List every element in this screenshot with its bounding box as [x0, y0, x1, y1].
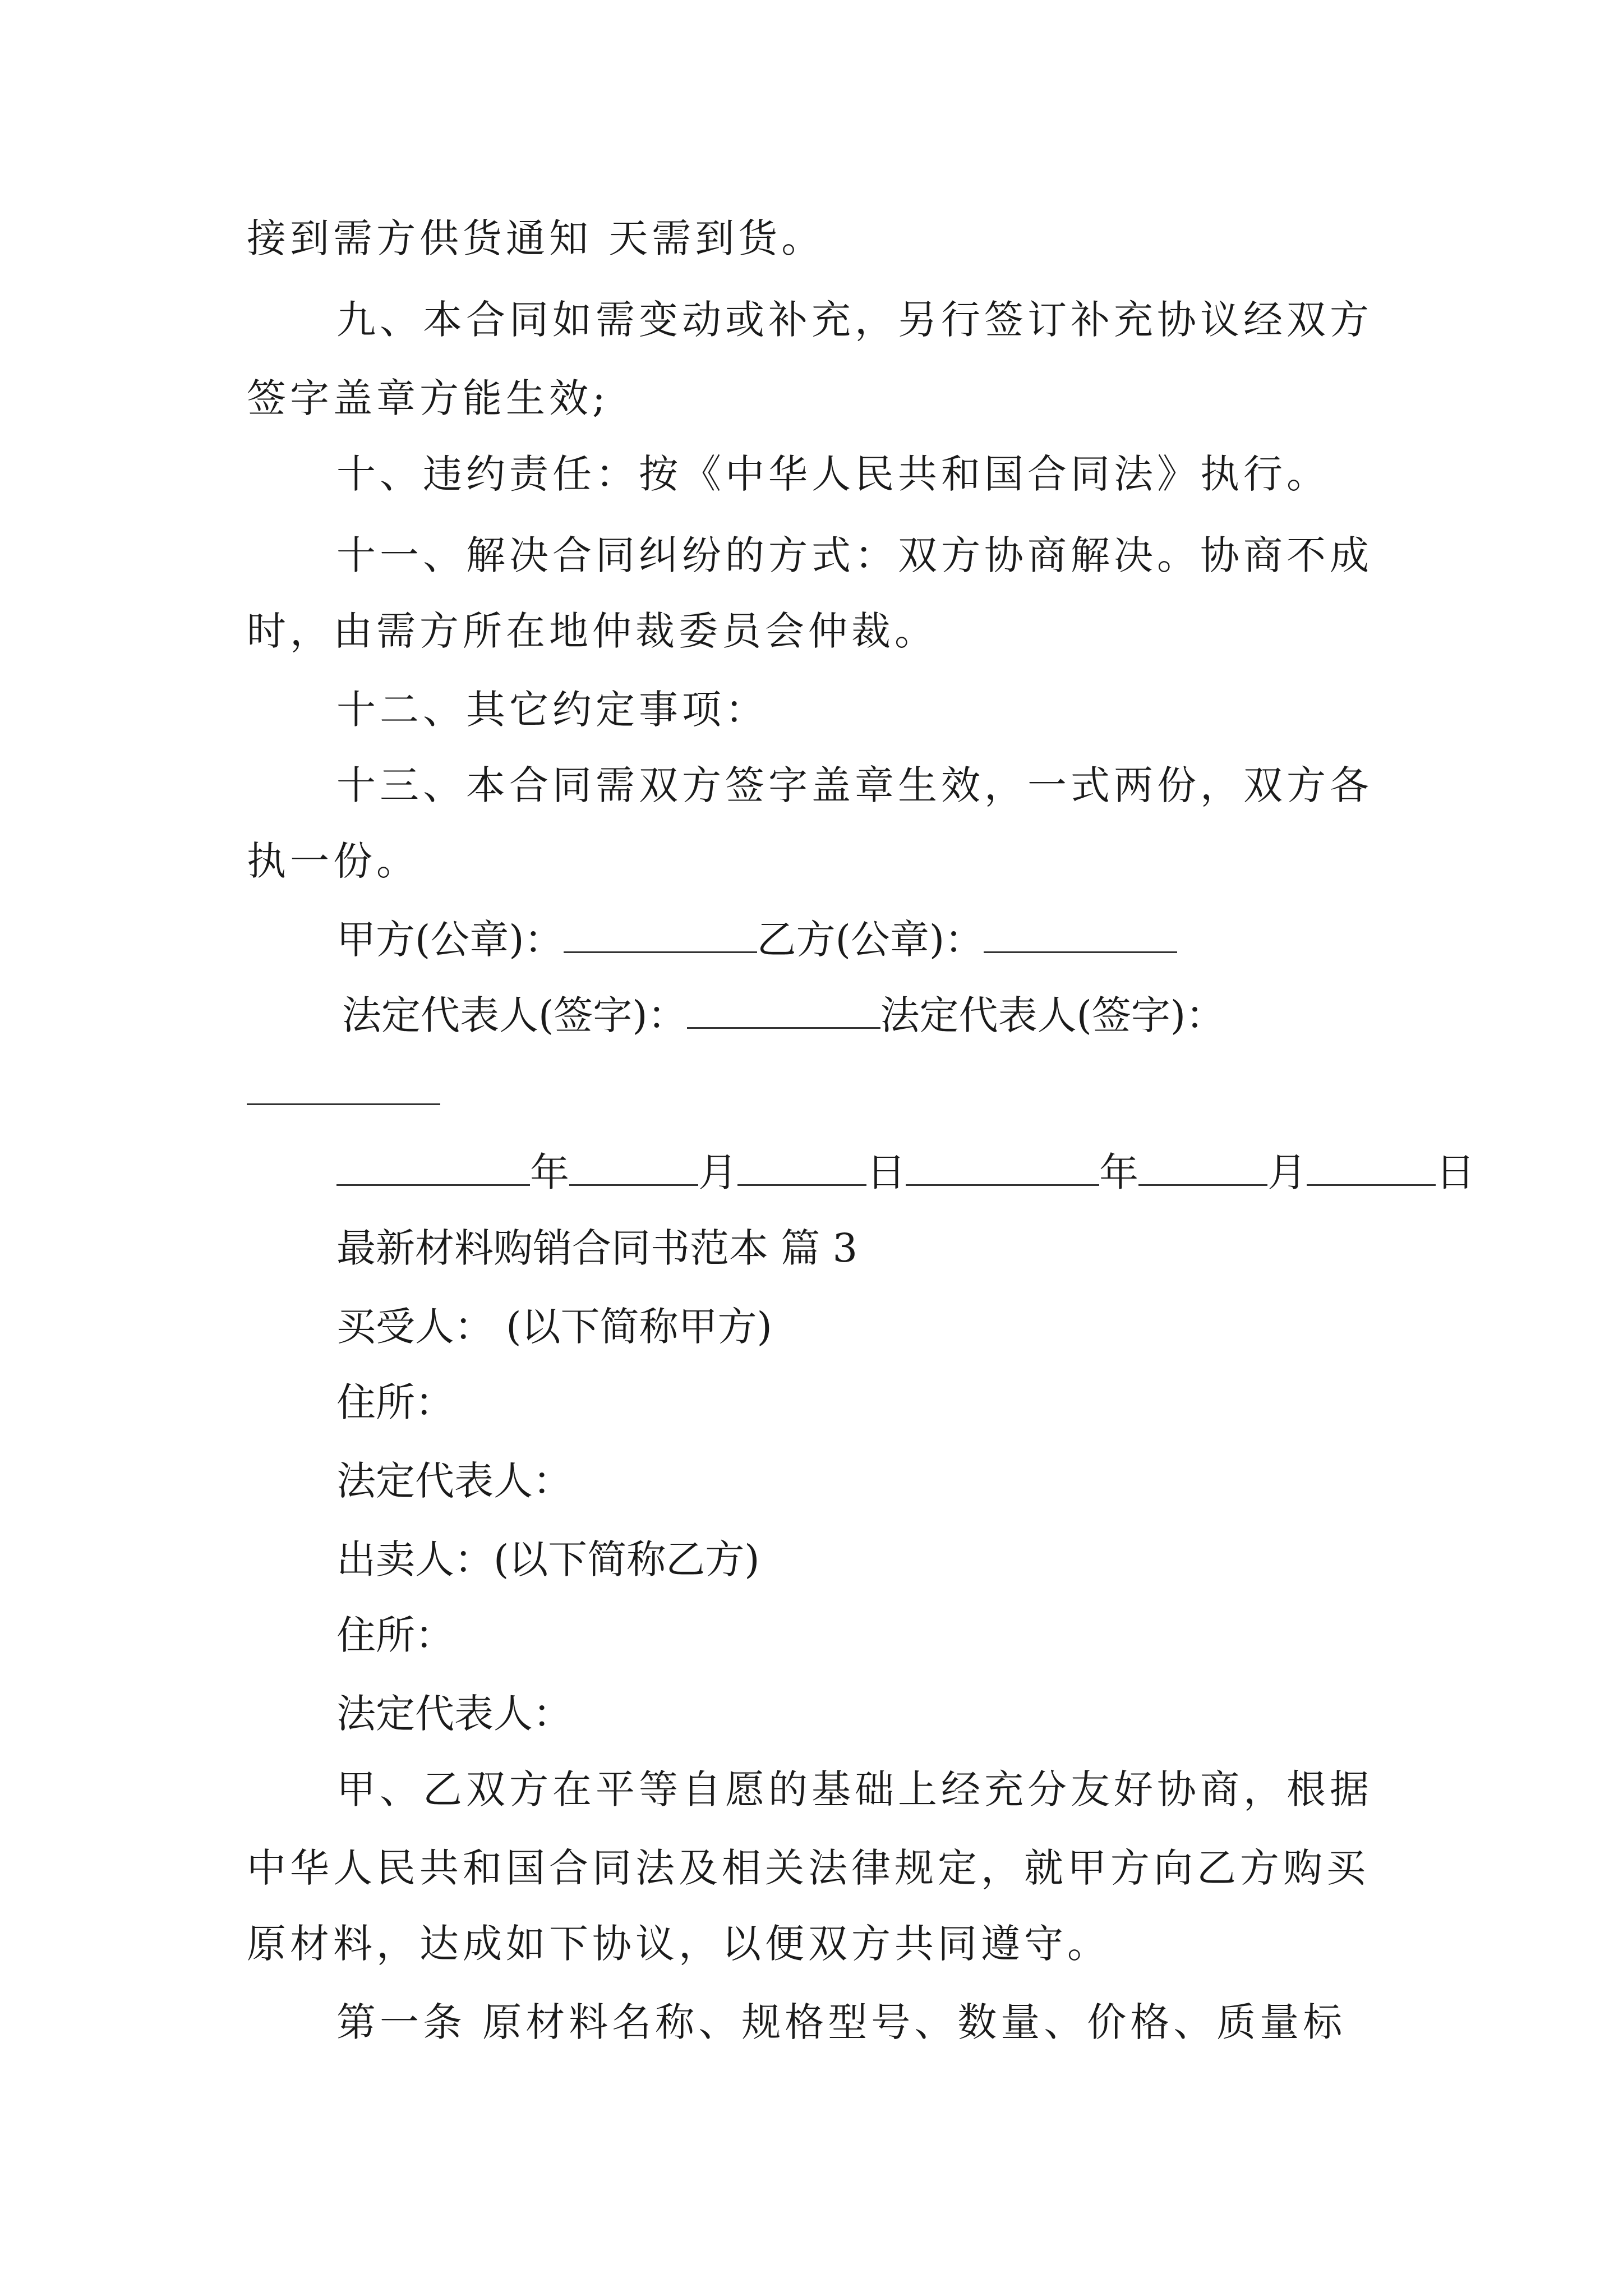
party-a-seal-label: 甲方(公章)： — [336, 917, 564, 963]
article-1: 第一条 原材料名称、规格型号、数量、价格、质量标 — [336, 1999, 1347, 2045]
party-a-month-blank — [569, 1149, 698, 1186]
party-b-seal-label: 乙方(公章)： — [757, 917, 984, 963]
section-title: 最新材料购销合同书范本 篇 3 — [336, 1225, 858, 1271]
party-a-rep-blank — [687, 992, 880, 1029]
party-a-seal-blank — [564, 917, 757, 953]
text-line: 时，由需方所在地仲裁委员会仲裁。 — [247, 608, 938, 654]
buyer-representative: 法定代表人： — [336, 1458, 572, 1504]
text-line: 执一份。 — [247, 838, 419, 884]
clause-11: 十一、解决合同纠纷的方式：双方协商解决。协商不成 — [336, 532, 1373, 578]
paragraph-line: 原材料，达成如下协议，以便双方共同遵守。 — [247, 1921, 1110, 1967]
party-b-day-blank — [1307, 1149, 1436, 1186]
clause-12: 十二、其它约定事项： — [336, 687, 768, 733]
party-a-year-blank — [336, 1149, 530, 1186]
text-line: 签字盖章方能生效; — [247, 375, 610, 421]
representative-line — [342, 990, 1225, 1041]
buyer-address: 住所： — [336, 1379, 454, 1425]
seller-address: 住所： — [336, 1612, 454, 1658]
text-line: 接到需方供货通知 天需到货。 — [247, 215, 825, 261]
month-label: 月 — [698, 1149, 737, 1195]
day-label: 日 — [1436, 1149, 1475, 1195]
day-label: 日 — [866, 1149, 906, 1195]
seller-line: 出卖人：(以下简称乙方) — [336, 1536, 760, 1582]
party-b-rep-label: 法定代表人(签字)： — [880, 992, 1225, 1038]
clause-13: 十三、本合同需双方签字盖章生效，一式两份，双方各 — [336, 762, 1373, 808]
party-a-day-blank — [737, 1149, 866, 1186]
buyer-line: 买受人： (以下简称甲方) — [336, 1304, 772, 1350]
year-label: 年 — [1099, 1149, 1138, 1195]
party-b-seal-blank — [984, 917, 1177, 953]
party-b-month-blank — [1138, 1149, 1267, 1186]
party-seal-line — [336, 914, 1177, 965]
date-line — [336, 1147, 1475, 1198]
paragraph-line: 甲、乙双方在平等自愿的基础上经充分友好协商，根据 — [336, 1766, 1373, 1812]
month-label: 月 — [1267, 1149, 1307, 1195]
party-a-rep-label: 法定代表人(签字)： — [342, 992, 687, 1038]
party-b-rep-blank — [247, 1103, 440, 1105]
party-b-year-blank — [906, 1149, 1099, 1186]
paragraph-line: 中华人民共和国合同法及相关法律规定，就甲方向乙方购买 — [247, 1845, 1370, 1891]
seller-representative: 法定代表人： — [336, 1691, 572, 1737]
year-label: 年 — [530, 1149, 569, 1195]
clause-10: 十、违约责任：按《中华人民共和国合同法》执行。 — [336, 451, 1330, 497]
clause-9: 九、本合同如需变动或补充，另行签订补充协议经双方 — [336, 297, 1373, 343]
